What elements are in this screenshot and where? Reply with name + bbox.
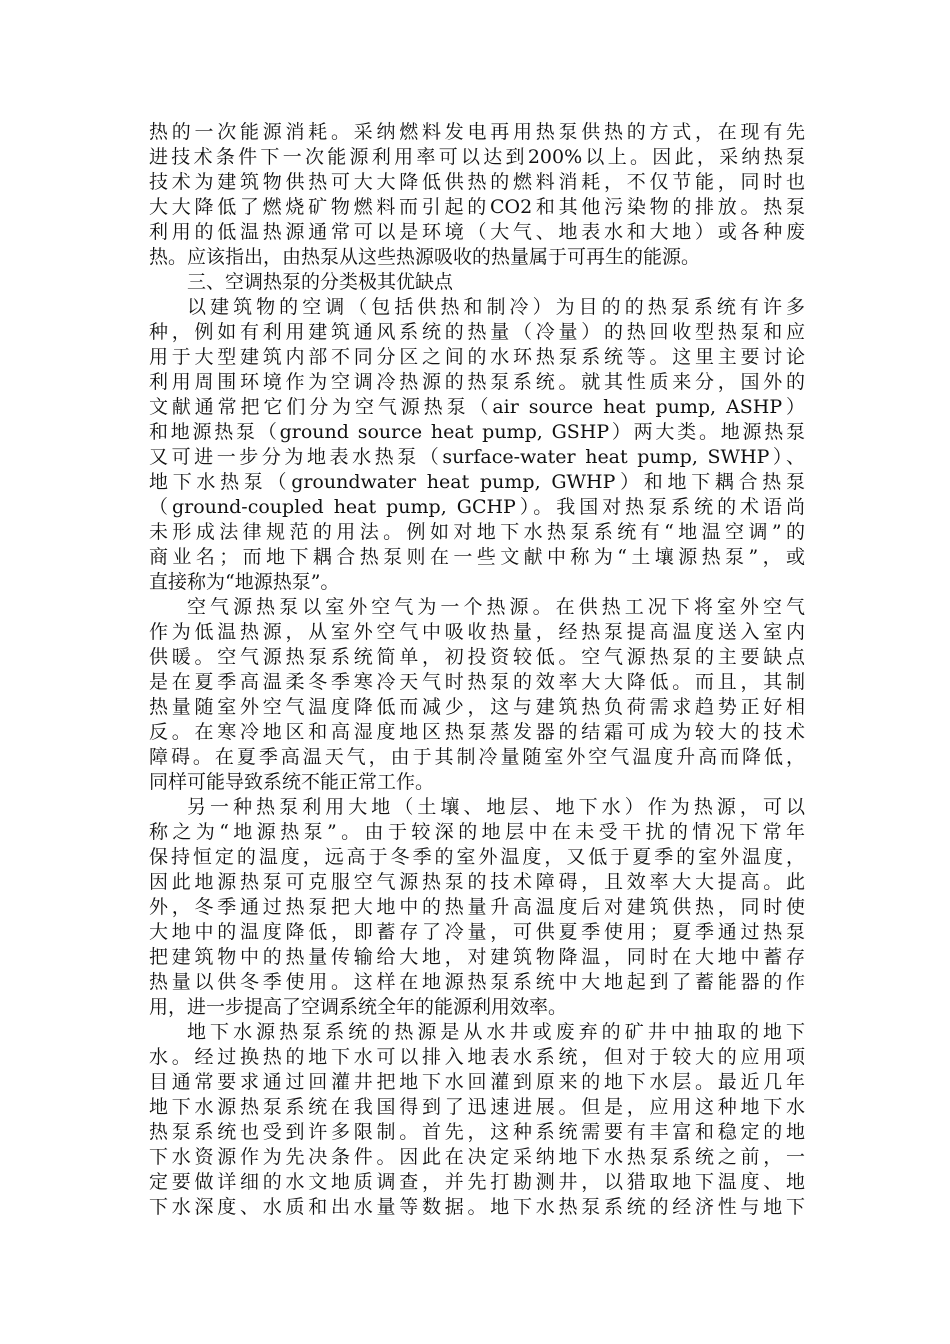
text-line: 保持恒定的温度，远高于冬季的室外温度，又低于夏季的室外温度， — [149, 846, 805, 868]
text-line: 进技术条件下一次能源利用率可以达到200%以上。因此，采纳热泵 — [149, 146, 805, 168]
text-line: 利用的低温热源通常可以是环境（大气、地表水和大地）或各种废 — [149, 221, 805, 243]
section-heading: 三、空调热泵的分类极其优缺点 — [187, 271, 454, 293]
text-line: 地下水源热泵系统的热源是从水井或废弃的矿井中抽取的地下 — [187, 1021, 805, 1043]
text-line: 称之为“地源热泵”。由于较深的地层中在未受干扰的情况下常年 — [149, 821, 805, 843]
text-line: 是在夏季高温柔冬季寒冷天气时热泵的效率大大降低。而且，其制 — [149, 671, 805, 693]
text-line: 定要做详细的水文地质调查，并先打勘测井，以猎取地下温度、地 — [149, 1171, 805, 1193]
text-line: 大地中的温度降低，即蓄存了冷量，可供夏季使用；夏季通过热泵 — [149, 921, 805, 943]
text-line: 障碍。在夏季高温天气，由于其制冷量随室外空气温度升高而降低， — [149, 746, 805, 768]
text-line: 把建筑物中的热量传输给大地，对建筑物降温，同时在大地中蓄存 — [149, 946, 805, 968]
text-line: 用，进一步提高了空调系统全年的能源利用效率。 — [149, 996, 568, 1018]
text-line: 水。经过换热的地下水可以排入地表水系统，但对于较大的应用项 — [149, 1046, 805, 1068]
text-line: 文献通常把它们分为空气源热泵（air source heat pump, ASHP） — [149, 396, 805, 418]
text-line: 和地源热泵（ground source heat pump, GSHP）两大类。地源热泵 — [149, 421, 805, 443]
text-line: 热量以供冬季使用。这样在地源热泵系统中大地起到了蓄能器的作 — [149, 971, 805, 993]
text-line: 未形成法律规范的用法。例如对地下水热泵系统有“地温空调”的 — [149, 521, 805, 543]
text-line: 热量随室外空气温度降低而减少，这与建筑热负荷需求趋势正好相 — [149, 696, 805, 718]
text-line: 另一种热泵利用大地（土壤、地层、地下水）作为热源，可以 — [187, 796, 805, 818]
text-line: 热泵系统也受到许多限制。首先，这种系统需要有丰富和稳定的地 — [149, 1121, 805, 1143]
text-line: 又可进一步分为地表水热泵（surface-water heat pump, SWHP）、 — [149, 446, 805, 468]
text-line: 作为低温热源，从室外空气中吸收热量，经热泵提高温度送入室内 — [149, 621, 805, 643]
text-line: 下水深度、水质和出水量等数据。地下水热泵系统的经济性与地下 — [149, 1196, 805, 1218]
text-line: 热的一次能源消耗。采纳燃料发电再用热泵供热的方式，在现有先 — [149, 121, 805, 143]
text-line: 热。应该指出，由热泵从这些热源吸收的热量属于可再生的能源。 — [149, 246, 701, 268]
text-line: （ground-coupled heat pump, GCHP）。我国对热泵系统的术语尚 — [149, 496, 805, 518]
text-line: 下水资源作为先决条件。因此在决定采纳地下水热泵系统之前，一 — [149, 1146, 805, 1168]
text-line: 技术为建筑物供热可大大降低供热的燃料消耗，不仅节能，同时也 — [149, 171, 805, 193]
text-line: 以建筑物的空调（包括供热和制冷）为目的的热泵系统有许多 — [187, 296, 805, 318]
text-line: 地下水热泵（groundwater heat pump, GWHP）和地下耦合热泵 — [149, 471, 805, 493]
text-line: 地下水源热泵系统在我国得到了迅速进展。但是，应用这种地下水 — [149, 1096, 805, 1118]
text-line: 外，冬季通过热泵把大地中的热量升高温度后对建筑供热，同时使 — [149, 896, 805, 918]
text-line: 因此地源热泵可克服空气源热泵的技术障碍，且效率大大提高。此 — [149, 871, 805, 893]
text-line: 供暖。空气源热泵系统简单，初投资较低。空气源热泵的主要缺点 — [149, 646, 805, 668]
text-line: 同样可能导致系统不能正常工作。 — [149, 771, 435, 793]
text-line: 种，例如有利用建筑通风系统的热量（冷量）的热回收型热泵和应 — [149, 321, 805, 343]
text-line: 直接称为“地源热泵”。 — [149, 571, 340, 593]
text-line: 反。在寒冷地区和高湿度地区热泵蒸发器的结霜可成为较大的技术 — [149, 721, 805, 743]
text-line: 利用周围环境作为空调冷热源的热泵系统。就其性质来分，国外的 — [149, 371, 805, 393]
text-line: 商业名；而地下耦合热泵则在一些文献中称为“土壤源热泵”，或 — [149, 546, 805, 568]
text-line: 用于大型建筑内部不同分区之间的水环热泵系统等。这里主要讨论 — [149, 346, 805, 368]
text-line: 空气源热泵以室外空气为一个热源。在供热工况下将室外空气 — [187, 596, 805, 618]
document-body — [149, 120, 805, 1220]
text-line: 目通常要求通过回灌井把地下水回灌到原来的地下水层。最近几年 — [149, 1071, 805, 1093]
text-line: 大大降低了燃烧矿物燃料而引起的CO2和其他污染物的排放。热泵 — [149, 196, 805, 218]
